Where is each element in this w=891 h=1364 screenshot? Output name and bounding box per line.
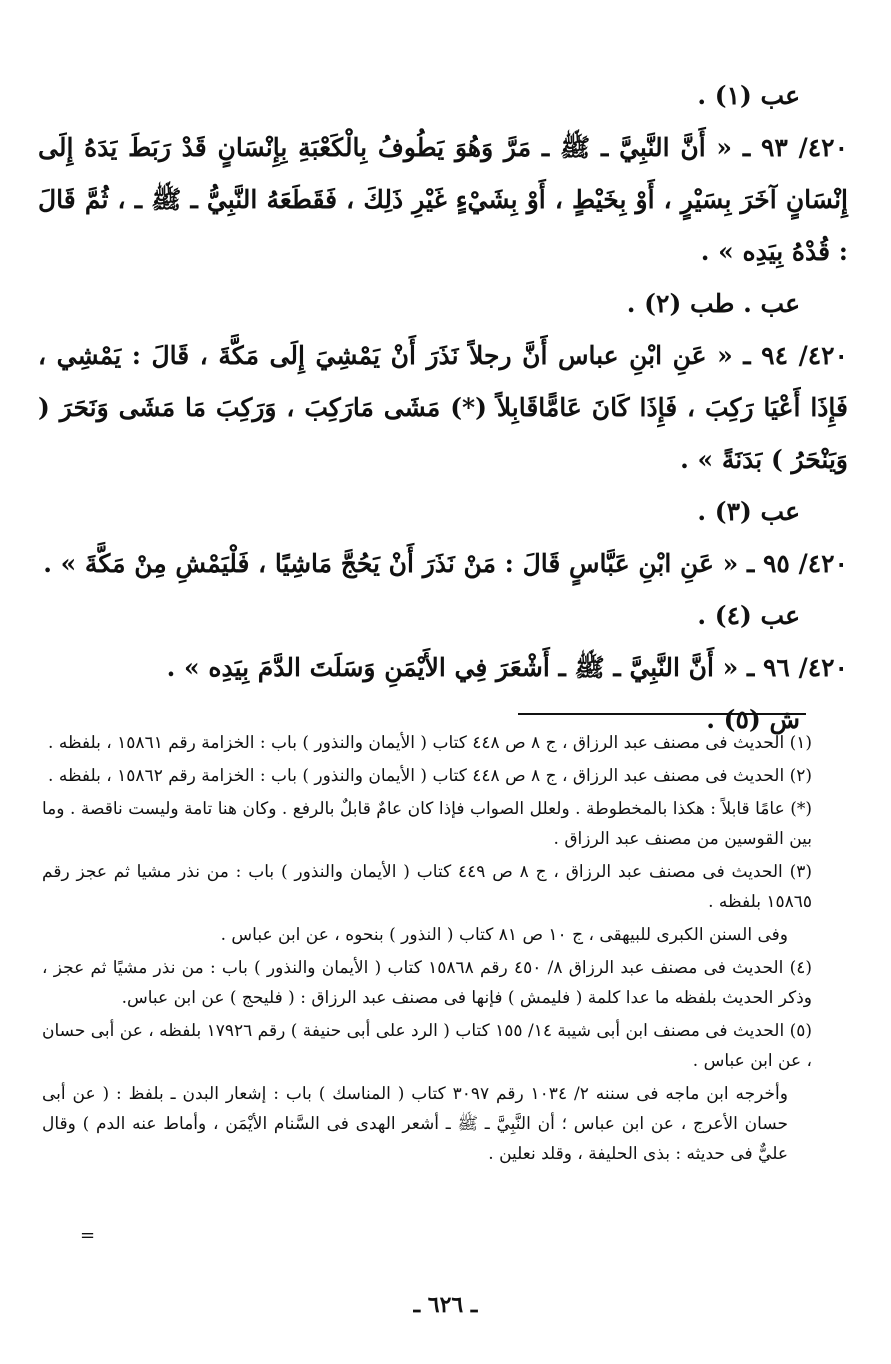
- footnote-4: (٤) الحديث فى مصنف عبد الرزاق ٨/ ٤٥٠ رقم ١٥٨٦٨ كتاب ( الأيمان والنذور ) باب : من نذر مشيًا ثم عجز ، وذكر الحديث بلفظه ما عدا كلمة ( فليمش ) فإنها فى مصنف عبد الرزاق : ( فليحج ) عن ابن عباس.: [42, 958, 812, 1008]
- hadith-420-94: ٤٢٠/ ٩٤ ـ « عَنِ ابْنِ عباس أَنَّ رجلاً نَذَرَ أَنْ يَمْشِيَ إِلَى مَكَّةَ ، قَالَ : يَمْشِي ، فَإِذَا أَعْيَا رَكِبَ ، فَإِذَا كَانَ عَامًّاقَابِلاً (*) مَشَى مَارَكِبَ ، وَرَكِبَ مَا مَشَى وَنَحَرَ ( وَيَنْحَرُ ) بَدَنَةً » .: [38, 341, 848, 474]
- hadith-420-93: ٤٢٠/ ٩٣ ـ « أَنَّ النَّبِيَّ ـ ﷺ ـ مَرَّ وَهُوَ يَطُوفُ بِالْكَعْبَةِ بِإِنْسَانٍ قَدْ رَبَطَ يَدَهُ إِلَى إِنْسَانٍ آخَرَ بِسَيْرٍ ، أَوْ بِخَيْطٍ ، أَوْ بِشَيْءٍ غَيْرِ ذَلِكَ ، فَقَطَعَهُ النَّبِيُّ ـ ﷺ ـ ، ثُمَّ قَالَ : قُدْهُ بِيَدِه » .: [38, 133, 849, 266]
- footnote-separator: [518, 713, 806, 715]
- source-ref-2: عب . طب (٢) .: [626, 289, 800, 318]
- footnotes: [42, 728, 812, 1172]
- footnote-3-continued: وفى السنن الكبرى للبيهقى ، ج ١٠ ص ٨١ كتاب ( النذور ) بنحوه ، عن ابن عباس .: [220, 925, 788, 945]
- hadith-420-96: ٤٢٠/ ٩٦ ـ « أَنَّ النَّبِيَّ ـ ﷺ ـ أَشْعَرَ فِي الأَيْمَنِ وَسَلَتَ الدَّمَ بِيَدِه » .: [166, 653, 848, 682]
- source-ref-5: ش (٥) .: [706, 705, 800, 734]
- continuation-mark: =: [80, 1225, 96, 1246]
- footnote-2: (٢) الحديث فى مصنف عبد الرزاق ، ج ٨ ص ٤٤٨ كتاب ( الأيمان والنذور ) باب : الخزامة رقم ١٥٨٦٢ ، بلفظه .: [48, 766, 812, 786]
- footnote-5-continued: وأخرجه ابن ماجه فى سننه ٢/ ١٠٣٤ رقم ٣٠٩٧ كتاب ( المناسك ) باب : إشعار البدن ـ بلفظ : ( عن أبى حسان الأعرج ، عن ابن عباس ؛ أن النَّبِيَّ ـ ﷺ ـ أشعر الهدى فى السَّنام الأيْمَن ، وأماط عنه الدم ) وقال عليٌّ فى حديثه : بذى الحليفة ، وقلد نعلين .: [42, 1084, 788, 1164]
- source-ref-4: عب (٤) .: [697, 601, 800, 630]
- footnote-star: (*) عامًا قابلاً : هكذا بالمخطوطة . ولعلل الصواب فإذا كان عامٌ قابلٌ بالرفع . وكان هنا تامة وليست ناقصة . وما بين القوسين من مصنف عبد الرزاق .: [42, 799, 812, 849]
- main-text: [38, 70, 848, 746]
- source-ref-1: عب (١) .: [697, 81, 800, 110]
- footnote-5: (٥) الحديث فى مصنف ابن أبى شيبة ١٤/ ١٥٥ كتاب ( الرد على أبى حنيفة ) رقم ١٧٩٢٦ بلفظه ، عن أبى حسان ، عن ابن عباس .: [42, 1021, 812, 1071]
- footnote-3: (٣) الحديث فى مصنف عبد الرزاق ، ج ٨ ص ٤٤٩ كتاب ( الأيمان والنذور ) باب : من نذر مشيا ثم عجز رقم ١٥٨٦٥ بلفظه .: [42, 862, 812, 912]
- footnote-1: (١) الحديث فى مصنف عبد الرزاق ، ج ٨ ص ٤٤٨ كتاب ( الأيمان والنذور ) باب : الخزامة رقم ١٥٨٦١ ، بلفظه .: [48, 733, 812, 753]
- source-ref-3: عب (٣) .: [697, 497, 800, 526]
- hadith-420-95: ٤٢٠/ ٩٥ ـ « عَنِ ابْنِ عَبَّاسٍ قَالَ : مَنْ نَذَرَ أَنْ يَحُجَّ مَاشِيًا ، فَلْيَمْشِ مِنْ مَكَّةَ » .: [43, 549, 848, 578]
- page-number: ـ ٦٢٦ ـ: [413, 1292, 478, 1318]
